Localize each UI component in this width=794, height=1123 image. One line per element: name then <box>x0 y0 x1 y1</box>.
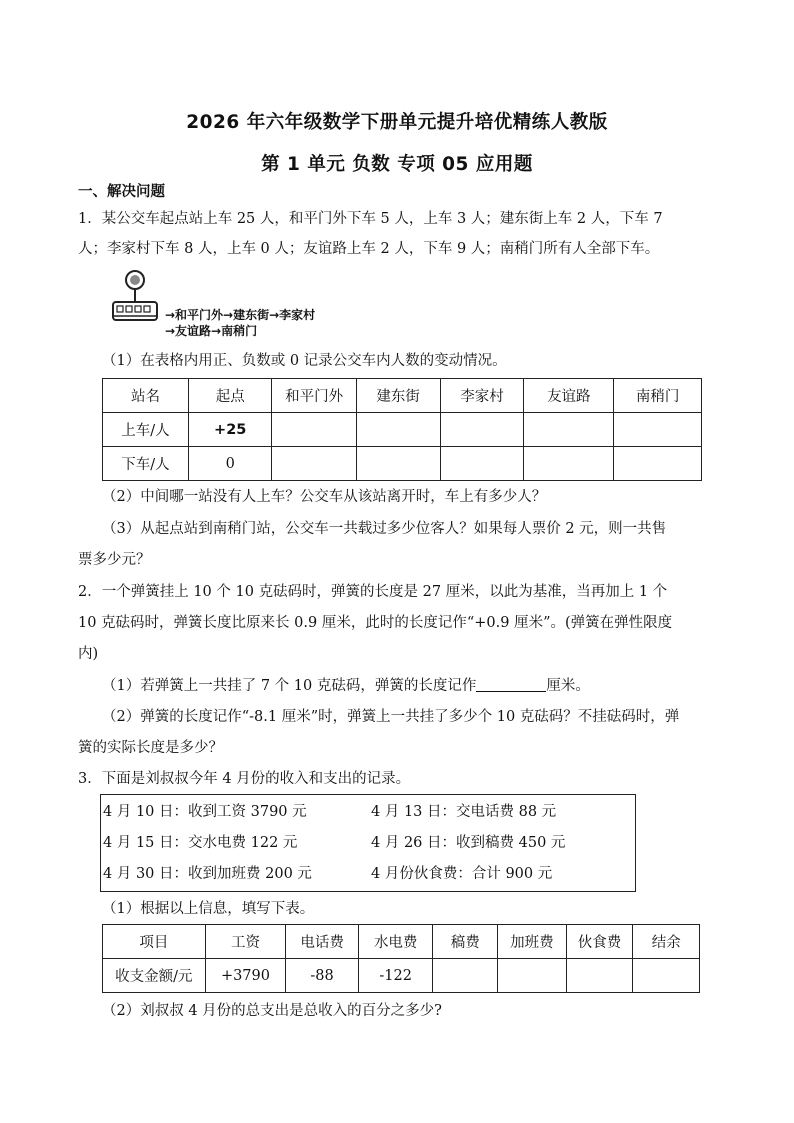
table-header-cell: 工资 <box>205 925 286 959</box>
table-cell[interactable] <box>272 413 356 447</box>
table-cell[interactable] <box>433 959 498 993</box>
table-cell: -122 <box>358 959 433 993</box>
table-cell[interactable] <box>440 413 524 447</box>
q1-sub2: （2）中间哪一站没有人上车？公交车从该站离开时，车上有多少人？ <box>102 489 547 505</box>
q1-line1: 1．某公交车起点站上车 25 人，和平门外下车 5 人，上车 3 人；建东街上车 2 人，下车 7 <box>78 211 663 227</box>
table-header-cell: 项目 <box>103 925 206 959</box>
table-header-cell: 建东街 <box>356 379 440 413</box>
table-row <box>103 413 702 447</box>
q2-line2: 10 克砝码时，弹簧长度比原来长 0.9 厘米，此时的长度记作“+0.9 厘米”。(弹簧在弹性限度 <box>78 615 673 631</box>
table-header-row <box>103 379 702 413</box>
table-header-cell: 结余 <box>633 925 700 959</box>
table-header-cell: 南稍门 <box>614 379 702 413</box>
document-subtitle: 第 1 单元 负数 专项 05 应用题 <box>261 154 533 175</box>
record-item: 4 月份伙食费：合计 900 元 <box>371 866 553 882</box>
table-header-cell: 友谊路 <box>524 379 614 413</box>
table-cell: +25 <box>188 413 272 447</box>
q1-sub3-line2: 票多少元？ <box>78 552 151 568</box>
table-cell[interactable] <box>614 413 702 447</box>
table-cell: 0 <box>188 447 272 481</box>
table-header-row <box>103 925 700 959</box>
record-item: 4 月 13 日：交电话费 88 元 <box>371 804 557 820</box>
q1-sub3-line1: （3）从起点站到南稍门站，公交车一共载过多少位客人？如果每人票价 2 元，则一共售 <box>102 521 667 537</box>
table-cell[interactable] <box>524 447 614 481</box>
table-cell[interactable] <box>614 447 702 481</box>
table-cell: 收支金额/元 <box>103 959 206 993</box>
bus-passenger-table <box>102 378 702 481</box>
record-item: 4 月 26 日：收到稿费 450 元 <box>371 835 566 851</box>
table-cell[interactable] <box>524 413 614 447</box>
q3-line1: 3．下面是刘叔叔今年 4 月份的收入和支出的记录。 <box>78 771 411 787</box>
q1-sub1: （1）在表格内用正、负数或 0 记录公交车内人数的变动情况。 <box>102 353 507 369</box>
income-expense-table <box>102 924 700 993</box>
q3-sub1: （1）根据以上信息，填写下表。 <box>102 901 315 917</box>
table-cell[interactable] <box>272 447 356 481</box>
table-cell[interactable] <box>356 447 440 481</box>
q2-sub1-text: （1）若弹簧上一共挂了 7 个 10 克砝码，弹簧的长度记作 <box>102 678 477 694</box>
table-cell: -88 <box>286 959 359 993</box>
bus-stop-icon <box>110 268 162 324</box>
table-header-cell: 伙食费 <box>566 925 633 959</box>
table-row <box>103 447 702 481</box>
document-title: 2026 年六年级数学下册单元提升培优精练人教版 <box>186 112 608 133</box>
q2-sub1-unit: 厘米。 <box>546 678 590 694</box>
table-row <box>103 959 700 993</box>
q2-line1: 2．一个弹簧挂上 10 个 10 克砝码时，弹簧的长度是 27 厘米，以此为基准，当再加上 1 个 <box>78 584 668 600</box>
table-header-cell: 稿费 <box>433 925 498 959</box>
record-item: 4 月 15 日：交水电费 122 元 <box>103 835 298 851</box>
bus-route-line1: →和平门外→建东街→李家村 <box>165 308 316 322</box>
table-cell: +3790 <box>205 959 286 993</box>
table-header-cell: 和平门外 <box>272 379 356 413</box>
bus-route-line2: →友谊路→南稍门 <box>165 324 258 338</box>
record-item: 4 月 30 日：收到加班费 200 元 <box>103 866 312 882</box>
q2-line3: 内) <box>78 646 99 662</box>
table-cell[interactable] <box>440 447 524 481</box>
q2-sub1 <box>102 677 590 695</box>
table-header-cell: 水电费 <box>358 925 433 959</box>
table-header-cell: 加班费 <box>498 925 567 959</box>
q2-sub2-line2: 簧的实际长度是多少？ <box>78 740 223 756</box>
table-cell: 上车/人 <box>103 413 189 447</box>
income-record-box <box>100 794 636 892</box>
record-item: 4 月 10 日：收到工资 3790 元 <box>103 804 307 820</box>
section-heading: 一、解决问题 <box>78 184 165 200</box>
table-header-cell: 电话费 <box>286 925 359 959</box>
q3-sub2: （2）刘叔叔 4 月份的总支出是总收入的百分之多少? <box>102 1003 442 1019</box>
table-cell[interactable] <box>566 959 633 993</box>
answer-blank[interactable] <box>476 677 546 692</box>
table-header-cell: 李家村 <box>440 379 524 413</box>
table-cell[interactable] <box>633 959 700 993</box>
q2-sub2-line1: （2）弹簧的长度记作“-8.1 厘米”时，弹簧上一共挂了多少个 10 克砝码？不挂砝码时，弹 <box>102 709 680 725</box>
table-cell[interactable] <box>356 413 440 447</box>
table-header-cell: 站名 <box>103 379 189 413</box>
table-cell: 下车/人 <box>103 447 189 481</box>
table-cell[interactable] <box>498 959 567 993</box>
q1-line2: 人；李家村下车 8 人，上车 0 人；友谊路上车 2 人，下车 9 人；南稍门所有人全部下车。 <box>78 241 660 257</box>
table-header-cell: 起点 <box>188 379 272 413</box>
